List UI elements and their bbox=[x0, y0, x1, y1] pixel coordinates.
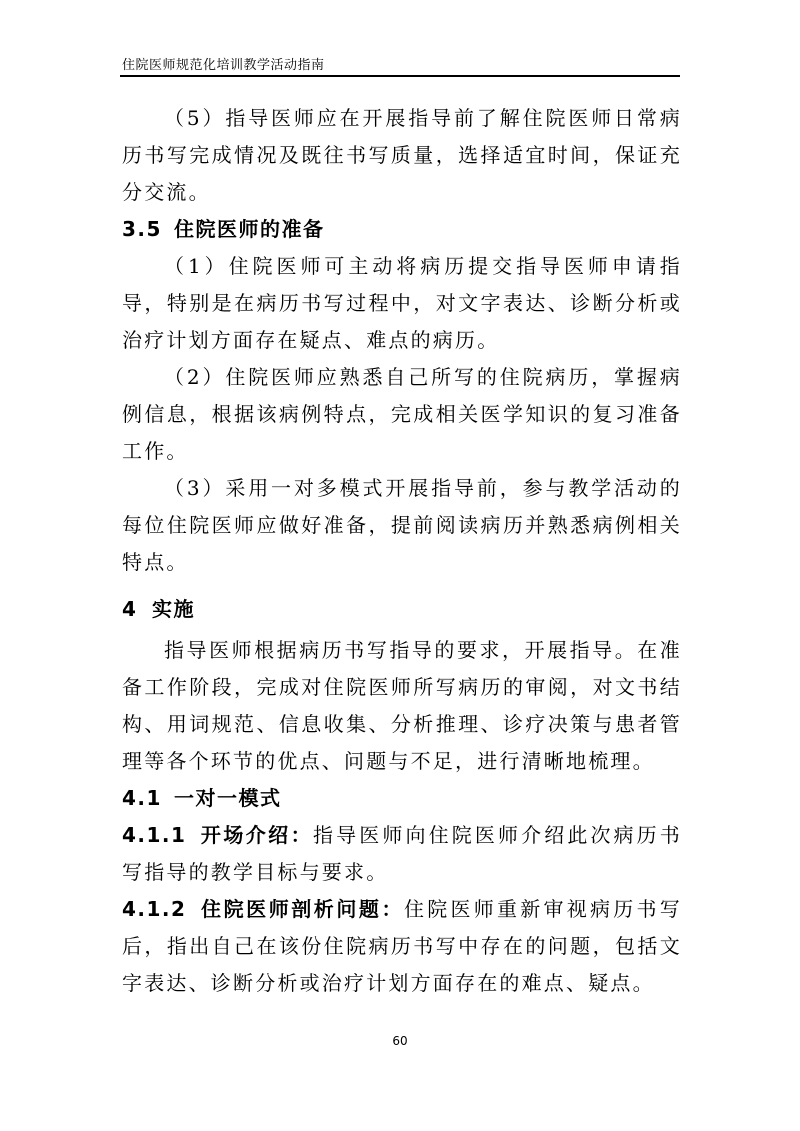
section-number: 4 bbox=[122, 597, 138, 621]
section-title: 一对一模式 bbox=[174, 786, 282, 810]
section-title: 住院医师的准备 bbox=[174, 217, 325, 241]
section-heading-3-5 bbox=[122, 211, 682, 248]
subsection-lead bbox=[122, 823, 313, 847]
subsection-text: 指导医师向住院医师介绍此次病历书写指导的教学目标与要求。 bbox=[122, 823, 682, 884]
subsection-lead bbox=[122, 897, 404, 921]
subsection-label: 住院医师剖析问题： bbox=[200, 897, 405, 921]
section-number: 4.1 bbox=[122, 786, 162, 810]
page-body bbox=[122, 100, 682, 1002]
subsection-4-1-2 bbox=[122, 891, 682, 1002]
subsection-text: 住院医师重新审视病历书写后，指出自己在该份住院病历书写中存在的问题，包括文字表达、诊断分析或治疗计划方面存在的难点、疑点。 bbox=[122, 897, 683, 995]
subsection-number: 4.1.2 bbox=[122, 897, 187, 921]
paragraph-prep-2: （2）住院医师应熟悉自己所写的住院病历，掌握病例信息，根据该病例特点，完成相关医学知识的复习准备工作。 bbox=[122, 365, 682, 463]
paragraph-item-5: （5）指导医师应在开展指导前了解住院医师日常病历书写完成情况及既往书写质量，选择适宜时间，保证充分交流。 bbox=[122, 106, 682, 204]
subsection-label: 开场介绍： bbox=[200, 823, 314, 847]
header-divider bbox=[120, 75, 680, 77]
paragraph-prep-1: （1）住院医师可主动将病历提交指导医师申请指导，特别是在病历书写过程中，对文字表达、诊断分析或治疗计划方面存在疑点、难点的病历。 bbox=[122, 254, 682, 352]
section-heading-4 bbox=[122, 591, 682, 628]
section-title: 实施 bbox=[152, 597, 195, 621]
section-number: 3.5 bbox=[122, 217, 162, 241]
paragraph-prep-3: （3）采用一对多模式开展指导前，参与教学活动的每位住院医师应做好准备，提前阅读病历并熟悉病例相关特点。 bbox=[122, 476, 682, 574]
section-heading-4-1 bbox=[122, 780, 682, 817]
page-number: 60 bbox=[392, 1034, 408, 1048]
paragraph-implementation: 指导医师根据病历书写指导的要求，开展指导。在准备工作阶段，完成对住院医师所写病历的审阅，对文书结构、用词规范、信息收集、分析推理、诊疗决策与患者管理等各个环节的优点、问题与不足，进行清晰地梳理。 bbox=[122, 638, 682, 773]
subsection-4-1-1 bbox=[122, 817, 682, 891]
running-header: 住院医师规范化培训教学活动指南 bbox=[122, 58, 325, 73]
subsection-number: 4.1.1 bbox=[122, 823, 187, 847]
